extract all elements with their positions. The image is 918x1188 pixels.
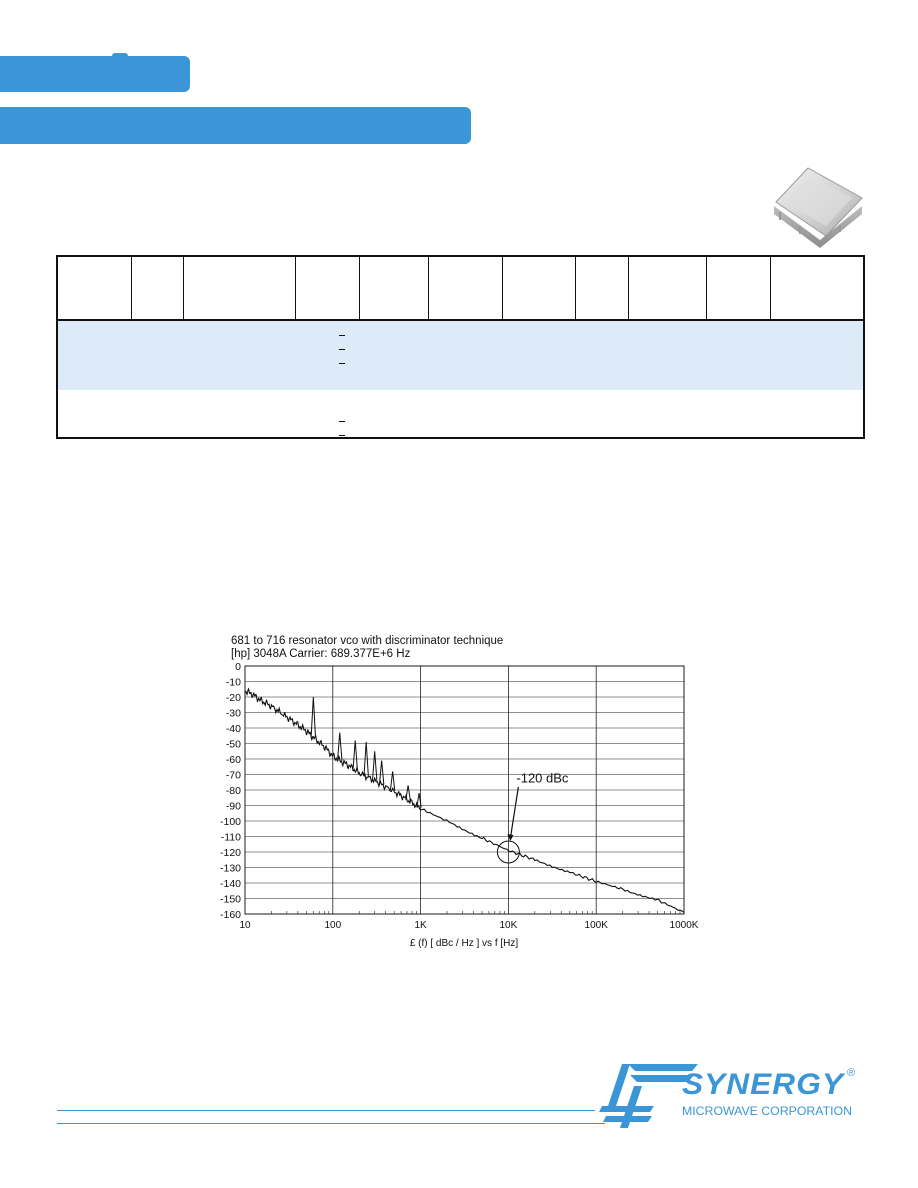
annotation-label: -120 dBc bbox=[516, 770, 569, 786]
y-tick-label: 0 bbox=[235, 661, 241, 673]
y-tick-label: -10 bbox=[225, 676, 241, 689]
product-image bbox=[770, 162, 866, 248]
spec-col bbox=[360, 257, 429, 321]
y-tick-label: -30 bbox=[225, 707, 241, 720]
brand-subtitle: MICROWAVE CORPORATION bbox=[682, 1104, 852, 1118]
y-tick-label: -50 bbox=[225, 738, 241, 751]
synergy-logo bbox=[594, 1060, 864, 1132]
x-tick-label: 10 bbox=[239, 920, 251, 931]
y-tick-label: -40 bbox=[225, 723, 241, 735]
spec-col bbox=[707, 257, 771, 321]
spec-col bbox=[576, 257, 629, 321]
spec-row bbox=[58, 390, 863, 437]
header-bar-model bbox=[0, 56, 190, 92]
brand-name: SYNERGY bbox=[682, 1068, 847, 1101]
spec-col bbox=[429, 257, 503, 321]
tick-mark bbox=[339, 363, 345, 364]
tick-mark bbox=[339, 435, 345, 436]
spec-table-header bbox=[58, 257, 863, 321]
x-tick-label: 10K bbox=[499, 920, 518, 931]
spec-col bbox=[296, 257, 360, 321]
tick-mark bbox=[339, 335, 345, 336]
x-axis bbox=[239, 920, 698, 931]
y-tick-label: -110 bbox=[220, 831, 241, 844]
tick-mark bbox=[339, 421, 345, 422]
brand-registered: ® bbox=[847, 1067, 856, 1079]
spec-row bbox=[58, 321, 863, 390]
spec-col bbox=[58, 257, 132, 321]
x-tick-label: 1000K bbox=[669, 920, 699, 931]
y-axis bbox=[220, 661, 241, 921]
y-tick-label: -150 bbox=[219, 893, 241, 906]
chart-title: 681 to 716 resonator vco with discriminator technique bbox=[231, 635, 504, 647]
y-tick-label: -130 bbox=[219, 862, 241, 875]
footer-rule bbox=[57, 1123, 605, 1124]
y-tick-label: -60 bbox=[225, 754, 241, 766]
x-tick-label: 100K bbox=[584, 920, 608, 931]
y-tick-label: -120 bbox=[219, 847, 241, 859]
y-tick-label: -20 bbox=[225, 692, 241, 704]
y-tick-label: -90 bbox=[225, 800, 241, 813]
spec-col bbox=[132, 257, 184, 321]
chart-subtitle: [hp] 3048A Carrier: 689.377E+6 Hz bbox=[231, 648, 411, 660]
y-tick-label: -160 bbox=[219, 909, 241, 921]
footer-rule bbox=[57, 1110, 595, 1111]
spec-col bbox=[184, 257, 296, 321]
x-tick-label: 1K bbox=[414, 920, 427, 931]
y-tick-label: -80 bbox=[225, 785, 241, 797]
y-tick-label: -70 bbox=[225, 769, 241, 782]
phase-noise-chart bbox=[214, 628, 699, 958]
header-bar-description bbox=[0, 107, 471, 144]
spec-col bbox=[503, 257, 576, 321]
x-tick-label: 100 bbox=[324, 920, 342, 931]
spec-table bbox=[56, 255, 865, 439]
tick-mark bbox=[339, 349, 345, 350]
y-tick-label: -100 bbox=[219, 816, 241, 828]
spec-col bbox=[629, 257, 707, 321]
y-tick-label: -140 bbox=[219, 878, 241, 890]
x-axis-label: £ (f) [ dBc / Hz ] vs f [Hz] bbox=[409, 938, 519, 949]
